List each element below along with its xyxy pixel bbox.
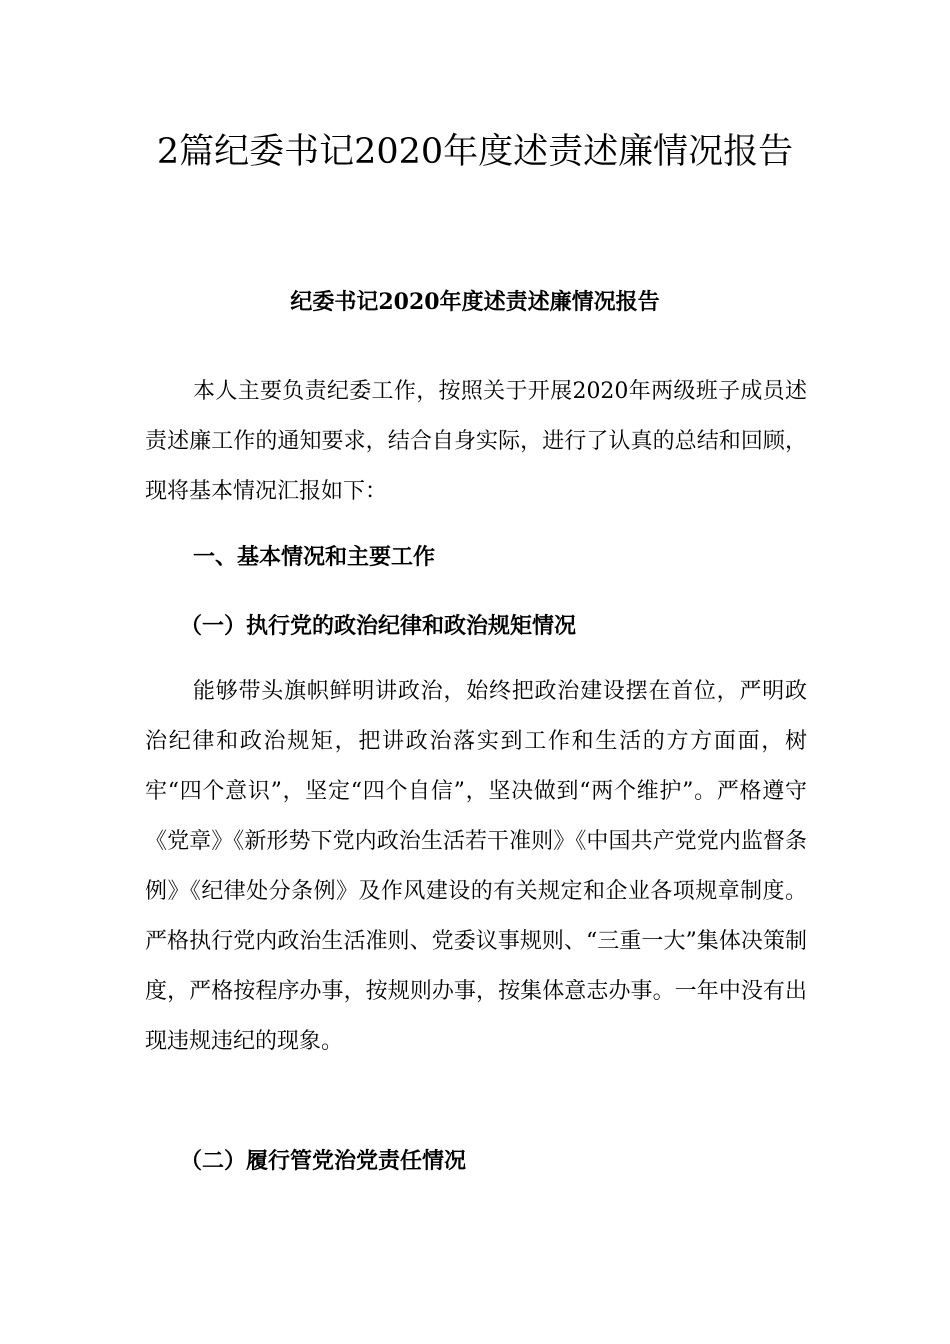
section-heading-basic-situation: 一、基本情况和主要工作 [193,544,436,570]
intro-paragraph: 本人主要负责纪委工作，按照关于开展2020年两级班子成员述责述廉工作的通知要求，结合自身实际，进行了认真的总结和回顾，现将基本情况汇报如下： [145,379,807,504]
report-title: 纪委书记2020年度述责述廉情况报告 [290,289,660,315]
document-title: 2篇纪委书记2020年度述责述廉情况报告 [156,132,794,172]
political-discipline-paragraph: 能够带头旗帜鲜明讲政治，始终把政治建设摆在首位，严明政治纪律和政治规矩，把讲政治落实到工作和生活的方方面面，树牢“四个意识”，坚定“四个自信”，坚决做到“两个维护”。严格遵守《党章》《新形势下党内政治生活若干准则》《中国共产党党内监督条例》《纪律处分条例》及作风建设的有关规定和企业各项规章制度。严格执行党内政治生活准则、党委议事规则、“三重一大”集体决策制度，严格按程序办事，按规则办事，按集体意志办事。一年中没有出现违规违纪的现象。 [145,679,808,1054]
subsection-heading-political-discipline: （一）执行党的政治纪律和政治规矩情况 [180,613,577,639]
subsection-heading-party-governance: （二）履行管党治党责任情况 [180,1148,467,1174]
